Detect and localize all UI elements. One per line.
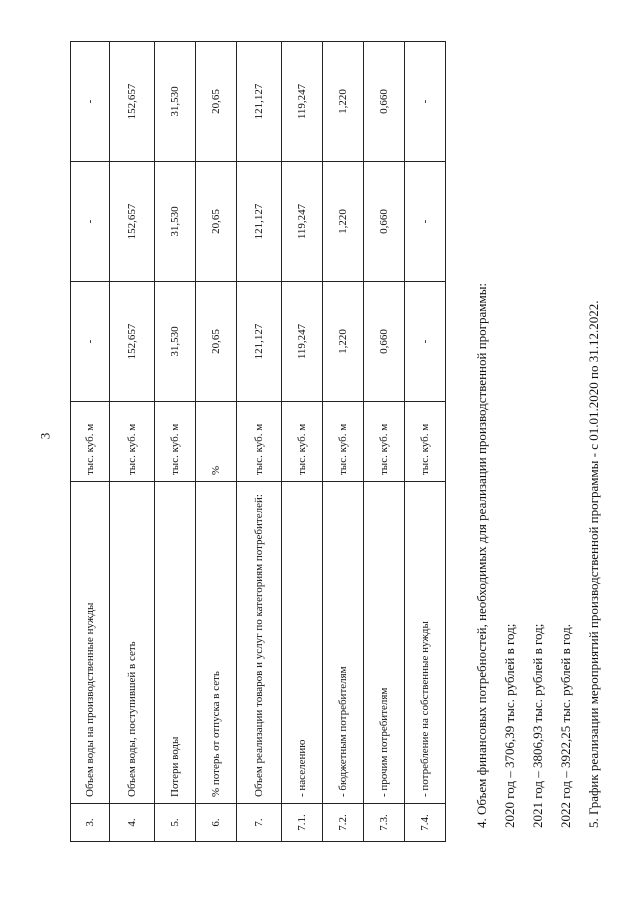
indicator-name: Объем воды, поступившей в сеть	[110, 482, 155, 804]
year-2020-line: 2020 год – 3706,39 тыс. рублей в год;	[502, 623, 517, 828]
indicator-name: - бюджетным потребителям	[323, 482, 364, 804]
value-cell: 20,65	[196, 162, 237, 282]
row-number: 6.	[196, 804, 237, 842]
value-cell: -	[405, 42, 446, 162]
row-number: 7.1.	[282, 804, 323, 842]
value-cell: 152,657	[110, 162, 155, 282]
value-cell: 119,247	[282, 42, 323, 162]
table-row	[110, 42, 155, 842]
row-number: 4.	[110, 804, 155, 842]
indicator-name: Объем воды на производственные нужды	[71, 482, 110, 804]
value-cell: 121,127	[237, 162, 282, 282]
row-number: 3.	[71, 804, 110, 842]
value-cell: -	[405, 162, 446, 282]
value-cell: 1,220	[323, 162, 364, 282]
value-cell: 0,660	[364, 282, 405, 402]
unit-cell: тыс. куб. м	[323, 402, 364, 482]
row-number: 7.	[237, 804, 282, 842]
row-number: 7.3.	[364, 804, 405, 842]
financial-needs-paragraph: 4. Объем финансовых потребностей, необходимых для реализации производственной программы:	[474, 282, 489, 828]
unit-cell: тыс. куб. м	[405, 402, 446, 482]
unit-cell: тыс. куб. м	[155, 402, 196, 482]
value-cell: 119,247	[282, 282, 323, 402]
unit-cell: %	[196, 402, 237, 482]
year-2022-line: 2022 год – 3922,25 тыс. рублей в год.	[558, 624, 573, 828]
value-cell: 31,530	[155, 282, 196, 402]
schedule-paragraph: 5. График реализации мероприятий производственной программы - с 01.01.2020 по 31.12.2022.	[586, 300, 601, 828]
unit-cell: тыс. куб. м	[282, 402, 323, 482]
table-row	[155, 42, 196, 842]
table-row	[237, 42, 282, 842]
value-cell: 119,247	[282, 162, 323, 282]
year-2021-line: 2021 год – 3806,93 тыс. рублей в год;	[530, 623, 545, 828]
row-number: 7.2.	[323, 804, 364, 842]
value-cell: 20,65	[196, 42, 237, 162]
table-row	[282, 42, 323, 842]
value-cell: 1,220	[323, 282, 364, 402]
value-cell: 121,127	[237, 42, 282, 162]
table-row	[405, 42, 446, 842]
indicator-name: Объем реализации товаров и услуг по категориям потребителей:	[237, 482, 282, 804]
unit-cell: тыс. куб. м	[364, 402, 405, 482]
value-cell: 20,65	[196, 282, 237, 402]
value-cell: 152,657	[110, 282, 155, 402]
indicator-name: Потери воды	[155, 482, 196, 804]
value-cell: -	[71, 42, 110, 162]
table-row	[71, 42, 110, 842]
indicator-name: - потребление на собственные нужды	[405, 482, 446, 804]
page-number: 3	[37, 432, 53, 440]
unit-cell: тыс. куб. м	[71, 402, 110, 482]
value-cell: 31,530	[155, 162, 196, 282]
indicator-name: - прочим потребителям	[364, 482, 405, 804]
indicator-name: - населению	[282, 482, 323, 804]
unit-cell: тыс. куб. м	[110, 402, 155, 482]
value-cell: -	[405, 282, 446, 402]
value-cell: -	[71, 162, 110, 282]
value-cell: 0,660	[364, 42, 405, 162]
indicator-name: % потерь от отпуска в сеть	[196, 482, 237, 804]
table-row	[364, 42, 405, 842]
value-cell: 1,220	[323, 42, 364, 162]
value-cell: 31,530	[155, 42, 196, 162]
value-cell: 152,657	[110, 42, 155, 162]
value-cell: 0,660	[364, 162, 405, 282]
row-number: 7.4.	[405, 804, 446, 842]
value-cell: -	[71, 282, 110, 402]
rotated-content	[70, 32, 615, 842]
indicators-table	[70, 41, 446, 842]
value-cell: 121,127	[237, 282, 282, 402]
table-row	[196, 42, 237, 842]
table-row	[323, 42, 364, 842]
unit-cell: тыс. куб. м	[237, 402, 282, 482]
row-number: 5.	[155, 804, 196, 842]
